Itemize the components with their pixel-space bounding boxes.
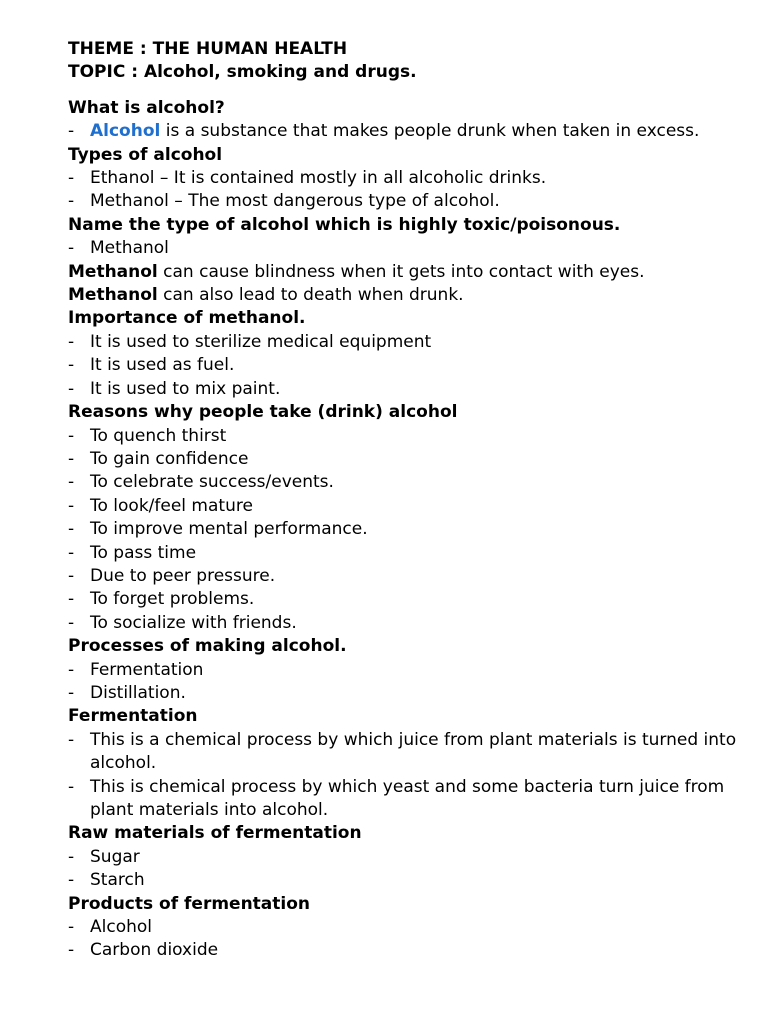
definition-text: [90, 120, 748, 143]
section-heading: Name the type of alcohol which is highly toxic/poisonous.: [68, 214, 621, 235]
list-item: [68, 869, 748, 892]
bullet-list: [68, 237, 748, 260]
list-item: [68, 354, 748, 377]
section-heading: Reasons why people take (drink) alcohol: [68, 402, 458, 423]
list-item: [68, 776, 748, 823]
list-item: [68, 190, 748, 213]
list-item: [68, 448, 748, 471]
section-heading: Raw materials of fermentation: [68, 823, 362, 844]
note-rest: can also lead to death when drunk.: [157, 285, 464, 306]
list-item: [68, 939, 748, 962]
bullet-dash: -: [68, 729, 75, 750]
list-item-text: It is used to sterilize medical equipment: [90, 331, 432, 352]
note-rest: can cause blindness when it gets into contact with eyes.: [157, 261, 645, 282]
note-bold: Methanol: [68, 261, 158, 282]
note-bold: Methanol: [68, 285, 158, 306]
list-item-text: To improve mental performance.: [90, 519, 368, 540]
bullet-list: [68, 846, 748, 893]
list-item: [68, 565, 748, 588]
list-item-text: Methanol – The most dangerous type of alcohol.: [90, 191, 500, 212]
list-item-text: To socialize with friends.: [90, 612, 297, 633]
list-item: [68, 542, 748, 565]
section-heading: Fermentation: [68, 706, 198, 727]
bullet-list: [68, 167, 748, 214]
bullet-dash: -: [68, 238, 75, 259]
list-item: [68, 846, 748, 869]
bullet-dash: -: [68, 448, 75, 469]
bullet-dash: -: [68, 659, 75, 680]
list-item: [68, 612, 748, 635]
list-item: [68, 518, 748, 541]
list-item-text: To pass time: [90, 542, 197, 563]
note-line: [68, 284, 748, 307]
theme-label: THEME :: [68, 39, 153, 59]
list-item-text: It is used to mix paint.: [90, 378, 281, 399]
bullet-dash: -: [68, 870, 75, 891]
bullet-dash: -: [68, 121, 75, 142]
list-item-text: Ethanol – It is contained mostly in all alcoholic drinks.: [90, 168, 547, 189]
list-item-text: To celebrate success/events.: [90, 472, 334, 493]
bullet-dash: -: [68, 168, 75, 189]
theme-value: THE HUMAN HEALTH: [152, 39, 348, 59]
bullet-dash: -: [68, 589, 75, 610]
list-item: [68, 120, 748, 143]
bullet-dash: -: [68, 940, 75, 961]
section-heading: What is alcohol?: [68, 97, 225, 118]
list-item: [68, 167, 748, 190]
list-item: [68, 331, 748, 354]
list-item: [68, 471, 748, 494]
bullet-list: [68, 659, 748, 706]
list-item: [68, 659, 748, 682]
list-item: [68, 378, 748, 401]
bullet-dash: -: [68, 331, 75, 352]
section-heading: Types of alcohol: [68, 144, 223, 165]
topic-label: TOPIC :: [68, 62, 144, 83]
theme-line: [68, 38, 748, 61]
list-item: [68, 425, 748, 448]
bullet-dash: -: [68, 682, 75, 703]
list-item-text: To gain confidence: [90, 448, 249, 469]
bullet-dash: -: [68, 776, 75, 797]
list-item-text: Fermentation: [90, 659, 204, 680]
bullet-dash: -: [68, 612, 75, 633]
topic-value: Alcohol, smoking and drugs.: [143, 62, 417, 83]
list-item: [68, 495, 748, 518]
list-item: [68, 682, 748, 705]
bullet-dash: -: [68, 191, 75, 212]
bullet-dash: -: [68, 472, 75, 493]
list-item-text: Sugar: [90, 846, 140, 867]
bullet-list: [68, 425, 748, 636]
list-item-text: Alcohol: [90, 917, 152, 938]
list-item-text: This is a chemical process by which juice from plant materials is turned into alcohol.: [90, 729, 737, 774]
section-heading: Processes of making alcohol.: [68, 636, 347, 657]
bullet-dash: -: [68, 495, 75, 516]
note-line: [68, 261, 748, 284]
bullet-list: [68, 916, 748, 963]
bullet-dash: -: [68, 565, 75, 586]
list-item: [68, 588, 748, 611]
list-item-text: Starch: [90, 870, 145, 891]
bullet-dash: -: [68, 378, 75, 399]
list-item-text: To quench thirst: [90, 425, 227, 446]
list-item: [68, 237, 748, 260]
bullet-list: [68, 729, 748, 823]
section-heading: Products of fermentation: [68, 893, 311, 914]
list-item-text: Due to peer pressure.: [90, 565, 276, 586]
list-item-text: It is used as fuel.: [90, 355, 235, 376]
list-item-text: To look/feel mature: [90, 495, 253, 516]
list-item: [68, 916, 748, 939]
definition-rest: is a substance that makes people drunk when taken in excess.: [160, 121, 700, 142]
spacer: [68, 85, 748, 97]
bullet-dash: -: [68, 846, 75, 867]
list-item-text: Distillation.: [90, 682, 186, 703]
bullet-dash: -: [68, 425, 75, 446]
topic-line: [68, 61, 748, 84]
key-term: Alcohol: [90, 121, 161, 142]
bullet-dash: -: [68, 917, 75, 938]
list-item-text: Carbon dioxide: [90, 940, 219, 961]
bullet-dash: -: [68, 355, 75, 376]
list-item: [68, 729, 748, 776]
list-item-text: Methanol: [90, 238, 169, 259]
bullet-dash: -: [68, 519, 75, 540]
list-item-text: To forget problems.: [90, 589, 255, 610]
bullet-list: [68, 331, 748, 401]
section-heading: Importance of methanol.: [68, 308, 306, 329]
list-item-text: This is chemical process by which yeast and some bacteria turn juice from plant materials into alcohol.: [90, 776, 725, 820]
bullet-dash: -: [68, 542, 75, 563]
